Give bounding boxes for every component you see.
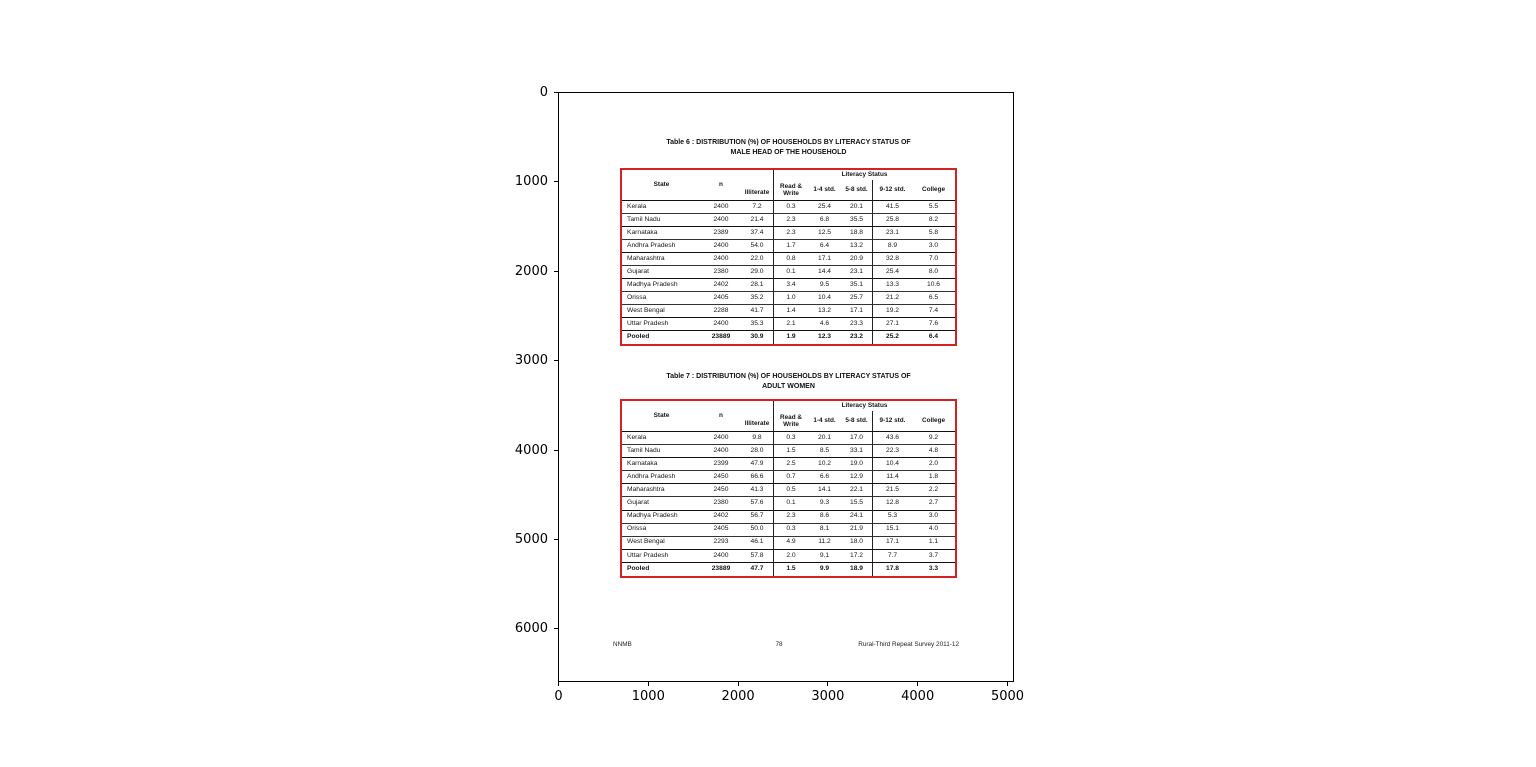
value-cell: 8.6 bbox=[808, 511, 841, 524]
state-cell: Kerala bbox=[622, 201, 701, 214]
value-cell: 2400 bbox=[701, 550, 741, 563]
x-tick-mark bbox=[558, 682, 559, 686]
value-cell: 47.7 bbox=[750, 565, 764, 573]
value-cell: 35.5 bbox=[841, 214, 872, 227]
value-cell: 66.6 bbox=[741, 471, 773, 484]
state-cell: Orissa bbox=[622, 292, 701, 305]
value-cell: 2400 bbox=[701, 214, 741, 227]
value-cell: 6.6 bbox=[808, 471, 841, 484]
group-header-literacy-status: Literacy Status bbox=[773, 401, 955, 411]
value-cell: 11.2 bbox=[808, 537, 841, 550]
table6-title-line2: MALE HEAD OF THE HOUSEHOLD bbox=[730, 149, 847, 156]
state-cell: Uttar Pradesh bbox=[622, 318, 701, 331]
value-cell: 2400 bbox=[701, 445, 741, 458]
value-cell: 21.5 bbox=[872, 484, 912, 497]
footer-page-number: 78 bbox=[775, 641, 783, 648]
value-cell: 8.9 bbox=[872, 240, 912, 253]
value-cell: 9.1 bbox=[808, 550, 841, 563]
col-header-5-8-std-: 5-8 std. bbox=[841, 411, 872, 432]
value-cell: 4.9 bbox=[773, 537, 808, 550]
value-cell: 17.8 bbox=[872, 563, 912, 576]
value-cell: 41.3 bbox=[741, 484, 773, 497]
value-cell: 57.8 bbox=[741, 550, 773, 563]
value-cell: 27.1 bbox=[872, 318, 912, 331]
col-header-9-12-std-: 9-12 std. bbox=[872, 180, 912, 201]
value-cell: 5.5 bbox=[912, 201, 955, 214]
state-cell: West Bengal bbox=[622, 305, 701, 318]
value-cell: 24.1 bbox=[841, 511, 872, 524]
value-cell: 9.2 bbox=[912, 432, 955, 445]
value-cell: 2400 bbox=[701, 201, 741, 214]
value-cell: 0.3 bbox=[773, 524, 808, 537]
value-cell: 21.9 bbox=[841, 524, 872, 537]
value-cell: 30.9 bbox=[750, 333, 764, 341]
value-cell: 17.0 bbox=[841, 432, 872, 445]
value-cell: 22.3 bbox=[872, 445, 912, 458]
value-cell: 28.1 bbox=[741, 279, 773, 292]
col-header-read-write: Read & Write bbox=[773, 411, 808, 432]
col-header-1-4-std-: 1-4 std. bbox=[808, 180, 841, 201]
x-tick-mark bbox=[917, 682, 918, 686]
table7-title bbox=[620, 372, 957, 392]
value-cell: 18.8 bbox=[841, 227, 872, 240]
state-cell: Pooled bbox=[627, 333, 650, 341]
state-cell: Maharashtra bbox=[622, 484, 701, 497]
y-tick-label: 1000 bbox=[514, 174, 548, 190]
value-cell: 20.1 bbox=[841, 201, 872, 214]
state-cell: Gujarat bbox=[622, 266, 701, 279]
table6-title-line1: Table 6 : DISTRIBUTION (%) OF HOUSEHOLDS BY LITERACY STATUS OF bbox=[666, 139, 911, 146]
value-cell: 2.0 bbox=[773, 550, 808, 563]
x-tick-mark bbox=[648, 682, 649, 686]
value-cell: 14.1 bbox=[808, 484, 841, 497]
state-cell: Karnataka bbox=[622, 458, 701, 471]
value-cell: 2400 bbox=[701, 253, 741, 266]
value-cell: 56.7 bbox=[741, 511, 773, 524]
group-header-literacy-status: Literacy Status bbox=[773, 170, 955, 180]
value-cell: 23.1 bbox=[841, 266, 872, 279]
x-tick-label: 5000 bbox=[990, 689, 1025, 704]
x-tick-label: 4000 bbox=[901, 689, 935, 704]
value-cell: 3.0 bbox=[912, 511, 955, 524]
value-cell: 3.7 bbox=[912, 550, 955, 563]
x-tick-label: 3000 bbox=[811, 689, 845, 704]
value-cell: 9.8 bbox=[741, 432, 773, 445]
col-header-college: College bbox=[912, 411, 955, 432]
value-cell: 2389 bbox=[701, 227, 741, 240]
value-cell: 12.8 bbox=[872, 497, 912, 510]
value-cell: 2.3 bbox=[773, 214, 808, 227]
value-cell: 2402 bbox=[701, 279, 741, 292]
value-cell: 2400 bbox=[701, 318, 741, 331]
value-cell: 29.0 bbox=[741, 266, 773, 279]
value-cell: 17.1 bbox=[841, 305, 872, 318]
col-header-state: State bbox=[622, 401, 701, 432]
footer-org: NNMB bbox=[613, 641, 632, 648]
x-tick-mark bbox=[738, 682, 739, 686]
value-cell: 25.4 bbox=[808, 201, 841, 214]
value-cell: 23.2 bbox=[849, 333, 864, 341]
state-cell: Andhra Pradesh bbox=[622, 471, 701, 484]
state-cell: Karnataka bbox=[622, 227, 701, 240]
col-header-college: College bbox=[912, 180, 955, 201]
value-cell: 1.5 bbox=[773, 445, 808, 458]
value-cell: 13.2 bbox=[841, 240, 872, 253]
value-cell: 2.1 bbox=[773, 318, 808, 331]
value-cell: 9.9 bbox=[819, 565, 830, 573]
state-cell: Orissa bbox=[622, 524, 701, 537]
value-cell: 0.1 bbox=[773, 266, 808, 279]
value-cell: 1.9 bbox=[773, 331, 808, 344]
value-cell: 19.0 bbox=[841, 458, 872, 471]
value-cell: 3.4 bbox=[773, 279, 808, 292]
value-cell: 13.2 bbox=[808, 305, 841, 318]
value-cell: 0.8 bbox=[773, 253, 808, 266]
value-cell: 21.4 bbox=[741, 214, 773, 227]
value-cell: 54.0 bbox=[741, 240, 773, 253]
value-cell: 5.8 bbox=[912, 227, 955, 240]
value-cell: 23889 bbox=[711, 333, 731, 341]
value-cell: 17.1 bbox=[808, 253, 841, 266]
value-cell: 7.2 bbox=[741, 201, 773, 214]
value-cell: 0.5 bbox=[773, 484, 808, 497]
state-cell: Maharashtra bbox=[622, 253, 701, 266]
value-cell: 8.0 bbox=[912, 266, 955, 279]
value-cell: 8.1 bbox=[808, 524, 841, 537]
value-cell: 2.0 bbox=[912, 458, 955, 471]
col-header-1-4-std-: 1-4 std. bbox=[808, 411, 841, 432]
value-cell: 6.4 bbox=[808, 240, 841, 253]
value-cell: 10.4 bbox=[808, 292, 841, 305]
value-cell: 2293 bbox=[701, 537, 741, 550]
table7-title-line2: ADULT WOMEN bbox=[762, 383, 815, 390]
col-header-9-12-std-: 9-12 std. bbox=[872, 411, 912, 432]
value-cell: 35.2 bbox=[741, 292, 773, 305]
value-cell: 7.7 bbox=[872, 550, 912, 563]
value-cell: 22.1 bbox=[841, 484, 872, 497]
col-header-n: n bbox=[701, 170, 741, 201]
value-cell: 13.3 bbox=[872, 279, 912, 292]
value-cell: 19.2 bbox=[872, 305, 912, 318]
value-cell: 2402 bbox=[701, 511, 741, 524]
col-header-illiterate: Illiterate bbox=[741, 401, 773, 432]
value-cell: 41.7 bbox=[741, 305, 773, 318]
value-cell: 21.2 bbox=[872, 292, 912, 305]
scanned-document-page bbox=[559, 93, 1013, 681]
value-cell: 1.7 bbox=[773, 240, 808, 253]
plot-frame bbox=[558, 92, 1014, 682]
value-cell: 10.4 bbox=[872, 458, 912, 471]
value-cell: 7.4 bbox=[912, 305, 955, 318]
value-cell: 33.1 bbox=[841, 445, 872, 458]
value-cell: 11.4 bbox=[872, 471, 912, 484]
value-cell: 23889 bbox=[711, 565, 731, 573]
value-cell: 2380 bbox=[701, 497, 741, 510]
table7-literacy-adult-women bbox=[620, 399, 957, 578]
value-cell: 10.6 bbox=[912, 279, 955, 292]
table6-literacy-male-head bbox=[620, 168, 957, 346]
value-cell: 35.3 bbox=[741, 318, 773, 331]
value-cell: 46.1 bbox=[741, 537, 773, 550]
value-cell: 37.4 bbox=[741, 227, 773, 240]
value-cell: 23.3 bbox=[841, 318, 872, 331]
value-cell: 23.1 bbox=[872, 227, 912, 240]
footer-survey-name: Rural-Third Repeat Survey 2011-12 bbox=[858, 641, 959, 648]
state-cell: Gujarat bbox=[622, 497, 701, 510]
value-cell: 14.4 bbox=[808, 266, 841, 279]
value-cell: 1.5 bbox=[773, 563, 808, 576]
x-tick-mark bbox=[1007, 682, 1008, 686]
value-cell: 28.0 bbox=[741, 445, 773, 458]
value-cell: 2405 bbox=[701, 524, 741, 537]
value-cell: 9.5 bbox=[808, 279, 841, 292]
value-cell: 2450 bbox=[701, 471, 741, 484]
value-cell: 2450 bbox=[701, 484, 741, 497]
col-header-illiterate: Illiterate bbox=[741, 170, 773, 201]
table6-title bbox=[620, 138, 957, 158]
value-cell: 15.1 bbox=[872, 524, 912, 537]
value-cell: 2400 bbox=[701, 240, 741, 253]
state-cell: West Bengal bbox=[622, 537, 701, 550]
y-tick-label: 2000 bbox=[514, 263, 548, 279]
value-cell: 22.0 bbox=[741, 253, 773, 266]
state-cell: Madhya Pradesh bbox=[622, 279, 701, 292]
value-cell: 2.2 bbox=[912, 484, 955, 497]
value-cell: 1.1 bbox=[912, 537, 955, 550]
value-cell: 57.6 bbox=[741, 497, 773, 510]
value-cell: 2380 bbox=[701, 266, 741, 279]
value-cell: 18.0 bbox=[841, 537, 872, 550]
value-cell: 2288 bbox=[701, 305, 741, 318]
value-cell: 1.8 bbox=[912, 471, 955, 484]
value-cell: 20.9 bbox=[841, 253, 872, 266]
value-cell: 2.3 bbox=[773, 511, 808, 524]
value-cell: 7.6 bbox=[912, 318, 955, 331]
state-cell: Andhra Pradesh bbox=[622, 240, 701, 253]
value-cell: 0.3 bbox=[773, 201, 808, 214]
value-cell: 6.5 bbox=[912, 292, 955, 305]
value-cell: 8.5 bbox=[808, 445, 841, 458]
state-cell: Tamil Nadu bbox=[622, 445, 701, 458]
y-tick-label: 0 bbox=[539, 85, 548, 100]
x-tick-mark bbox=[827, 682, 828, 686]
value-cell: 18.9 bbox=[849, 565, 864, 573]
value-cell: 41.5 bbox=[872, 201, 912, 214]
value-cell: 1.0 bbox=[773, 292, 808, 305]
value-cell: 3.0 bbox=[912, 240, 955, 253]
value-cell: 9.3 bbox=[808, 497, 841, 510]
value-cell: 43.6 bbox=[872, 432, 912, 445]
value-cell: 2405 bbox=[701, 292, 741, 305]
value-cell: 5.3 bbox=[872, 511, 912, 524]
value-cell: 2.5 bbox=[773, 458, 808, 471]
value-cell: 17.2 bbox=[841, 550, 872, 563]
value-cell: 32.8 bbox=[872, 253, 912, 266]
value-cell: 20.1 bbox=[808, 432, 841, 445]
value-cell: 3.3 bbox=[928, 565, 939, 573]
col-header-5-8-std-: 5-8 std. bbox=[841, 180, 872, 201]
state-cell: Tamil Nadu bbox=[622, 214, 701, 227]
state-cell: Madhya Pradesh bbox=[622, 511, 701, 524]
value-cell: 2.3 bbox=[773, 227, 808, 240]
y-tick-label: 3000 bbox=[514, 353, 548, 369]
state-cell: Uttar Pradesh bbox=[622, 550, 701, 563]
value-cell: 17.1 bbox=[872, 537, 912, 550]
value-cell: 25.4 bbox=[872, 266, 912, 279]
state-cell: Pooled bbox=[627, 565, 650, 573]
col-header-state: State bbox=[622, 170, 701, 201]
value-cell: 25.7 bbox=[841, 292, 872, 305]
value-cell: 15.5 bbox=[841, 497, 872, 510]
value-cell: 6.8 bbox=[808, 214, 841, 227]
value-cell: 2.7 bbox=[912, 497, 955, 510]
value-cell: 4.8 bbox=[912, 445, 955, 458]
value-cell: 12.3 bbox=[817, 333, 832, 341]
y-tick-label: 5000 bbox=[514, 532, 548, 547]
value-cell: 6.4 bbox=[928, 333, 939, 341]
y-tick-label: 4000 bbox=[514, 442, 548, 458]
value-cell: 25.2 bbox=[872, 331, 912, 344]
value-cell: 0.3 bbox=[773, 432, 808, 445]
x-tick-label: 1000 bbox=[631, 689, 665, 704]
value-cell: 1.4 bbox=[773, 305, 808, 318]
value-cell: 0.1 bbox=[773, 497, 808, 510]
value-cell: 35.1 bbox=[841, 279, 872, 292]
value-cell: 7.0 bbox=[912, 253, 955, 266]
y-tick-label: 6000 bbox=[514, 621, 548, 637]
value-cell: 12.9 bbox=[841, 471, 872, 484]
value-cell: 25.8 bbox=[872, 214, 912, 227]
table7-title-line1: Table 7 : DISTRIBUTION (%) OF HOUSEHOLDS BY LITERACY STATUS OF bbox=[666, 373, 911, 380]
value-cell: 0.7 bbox=[773, 471, 808, 484]
value-cell: 2400 bbox=[701, 432, 741, 445]
col-header-read-write: Read & Write bbox=[773, 180, 808, 201]
x-tick-label: 0 bbox=[554, 689, 563, 704]
state-cell: Kerala bbox=[622, 432, 701, 445]
col-header-n: n bbox=[701, 401, 741, 432]
value-cell: 12.5 bbox=[808, 227, 841, 240]
x-tick-label: 2000 bbox=[721, 689, 755, 704]
value-cell: 4.6 bbox=[808, 318, 841, 331]
value-cell: 8.2 bbox=[912, 214, 955, 227]
value-cell: 4.0 bbox=[912, 524, 955, 537]
value-cell: 47.9 bbox=[741, 458, 773, 471]
value-cell: 50.0 bbox=[741, 524, 773, 537]
value-cell: 2399 bbox=[701, 458, 741, 471]
value-cell: 10.2 bbox=[808, 458, 841, 471]
